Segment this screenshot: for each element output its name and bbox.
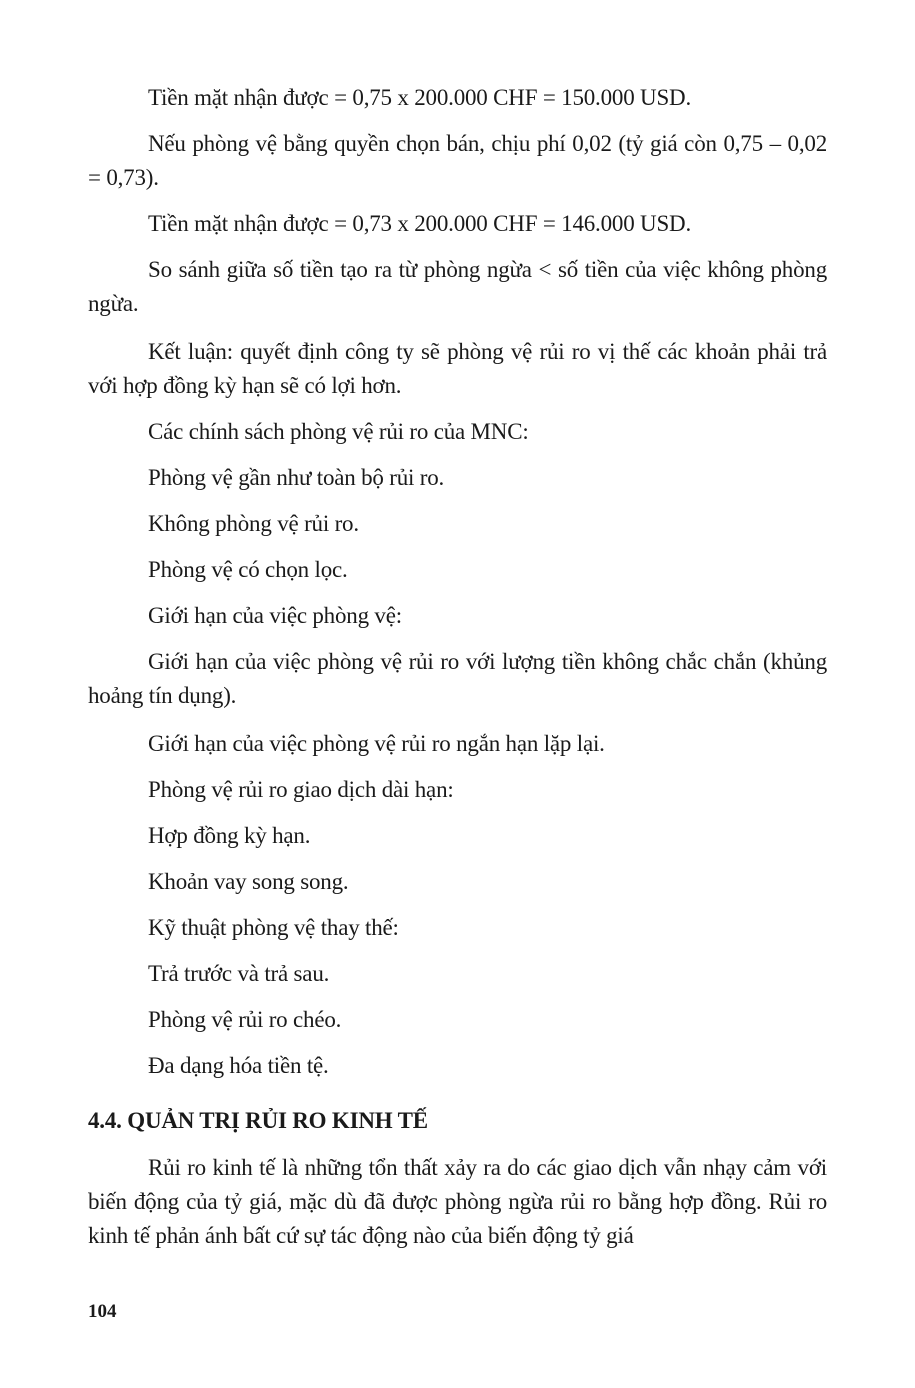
paragraph-forward-contract: Hợp đồng kỳ hạn. <box>148 823 311 848</box>
paragraph-leading-lagging: Trả trước và trả sau. <box>148 961 330 986</box>
paragraph-conclusion: Kết luận: quyết định công ty sẽ phòng vệ rủi ro vị thế các khoản phải trả với hợp đồng kỳ hạn sẽ có lợi hơn. <box>88 339 827 398</box>
paragraph-mnc-policies: Các chính sách phòng vệ rủi ro của MNC: <box>148 419 529 444</box>
paragraph-long-term-hedge: Phòng vệ rủi ro giao dịch dài hạn: <box>148 777 454 802</box>
page-number: 104 <box>88 1301 117 1322</box>
paragraph-alternative-techniques: Kỹ thuật phòng vệ thay thế: <box>148 915 399 940</box>
paragraph-policy-selective-hedge: Phòng vệ có chọn lọc. <box>148 557 348 582</box>
paragraph-cash-received-2: Tiền mặt nhận được = 0,73 x 200.000 CHF = 146.000 USD. <box>148 211 692 236</box>
paragraph-hedging-limits: Giới hạn của việc phòng vệ: <box>148 603 402 628</box>
paragraph-currency-diversification: Đa dạng hóa tiền tệ. <box>148 1053 329 1078</box>
paragraph-comparison: So sánh giữa số tiền tạo ra từ phòng ngừa < số tiền của việc không phòng ngừa. <box>88 257 827 316</box>
paragraph-limit-repeated-short-term: Giới hạn của việc phòng vệ rủi ro ngắn hạn lặp lại. <box>148 731 605 756</box>
paragraph-policy-no-hedge: Không phòng vệ rủi ro. <box>148 511 359 536</box>
paragraph-parallel-loan: Khoản vay song song. <box>148 869 349 894</box>
paragraph-cross-hedging: Phòng vệ rủi ro chéo. <box>148 1007 342 1032</box>
paragraph-limit-uncertain-amount: Giới hạn của việc phòng vệ rủi ro với lượng tiền không chắc chắn (khủng hoảng tín dụng). <box>88 649 827 708</box>
paragraph-cash-received-1: Tiền mặt nhận được = 0,75 x 200.000 CHF = 150.000 USD. <box>148 85 692 110</box>
paragraph-put-option-hedge: Nếu phòng vệ bằng quyền chọn bán, chịu phí 0,02 (tỷ giá còn 0,75 – 0,02 = 0,73). <box>88 131 827 190</box>
paragraph-policy-full-hedge: Phòng vệ gần như toàn bộ rủi ro. <box>148 465 445 490</box>
section-body-paragraph: Rủi ro kinh tế là những tổn thất xảy ra do các giao dịch vẫn nhạy cảm với biến động của tỷ giá, mặc dù đã được phòng ngừa rủi ro bằng hợp đồng. Rủi ro kinh tế phản ánh bất cứ sự tác động nào của biến động tỷ giá <box>88 1155 827 1248</box>
section-heading: 4.4. QUẢN TRỊ RỦI RO KINH TẾ <box>88 1108 428 1133</box>
